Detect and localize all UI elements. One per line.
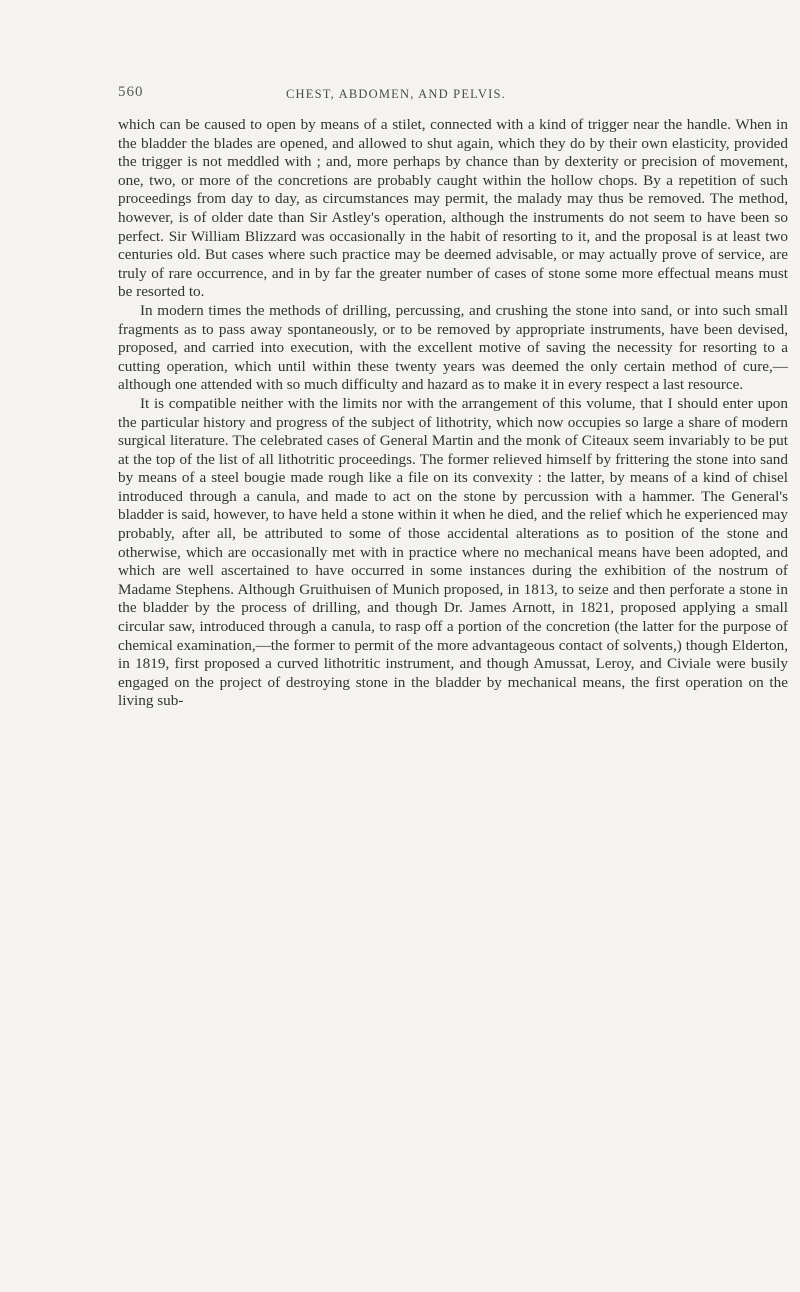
running-head: CHEST, ABDOMEN, AND PELVIS.: [286, 87, 506, 101]
paragraph: It is compatible neither with the limits nor with the arrangement of this volume, that I should enter upon the particular history and progress of the subject of lithotrity, which now occupies so large a share of modern surgical literature. The celebrated cases of General Martin and the monk of Citeaux seem invariably to be put at the top of the list of all lithotritic proceedings. The former relieved himself by frittering the stone into sand by means of a steel bougie made rough like a file on its convexity : the latter, by means of a kind of chisel introduced through a canula, and made to act on the stone by percussion with a hammer. The General's bladder is said, however, to have held a stone within it when he died, and the relief which he experienced may probably, after all, be attributed to some of those accidental alterations as to position of the stone and otherwise, which are occasionally met with in practice where no mechanical means have been adopted, and which are well ascertained to have occurred in some instances during the exhibition of the nostrum of Madame Stephens. Although Gruithuisen of Munich proposed, in 1813, to seize and then perforate a stone in the bladder by the process of drilling, and though Dr. James Arnott, in 1821, proposed applying a small circular saw, introduced through a canula, to rasp off a portion of the concretion (the latter for the purpose of chemical examination,—the former to permit of the more advantageous contact of solvents,) though Elderton, in 1819, first proposed a curved lithotritic instrument, and though Amussat, Leroy, and Civiale were busily engaged on the project of destroying stone in the bladder by mechanical means, the first operation on the living sub-: [118, 394, 788, 710]
page-number: 560: [118, 84, 144, 100]
paragraph: In modern times the methods of drilling, percussing, and crushing the stone into sand, or into such small fragments as to pass away spontaneously, or to be removed by appropriate instruments, have been devised, proposed, and carried into execution, with the excellent motive of saving the necessity for resorting to a cutting operation, which until within these twenty years was deemed the only certain method of cure,—although one attended with so much difficulty and hazard as to make it in every respect a last resource.: [118, 301, 788, 394]
body-text: [118, 116, 788, 711]
paragraph: which can be caused to open by means of a stilet, connected with a kind of trigger near the handle. When in the bladder the blades are opened, and allowed to shut again, which they do by their own elasticity, provided the trigger is not meddled with ; and, more perhaps by chance than by dexterity or precision of movement, one, two, or more of the concretions are probably caught within the hollow chops. By a repetition of such proceedings from day to day, as circumstances may permit, the malady may thus be removed. The method, however, is of older date than Sir Astley's operation, although the instruments do not seem to have been so perfect. Sir William Blizzard was occasionally in the habit of resorting to it, and the proposal is at least two centuries old. But cases where such practice may be deemed advisable, or may actually prove of service, are truly of rare occurrence, and in by far the greater number of cases of stone some more effectual means must be resorted to.: [118, 116, 788, 301]
